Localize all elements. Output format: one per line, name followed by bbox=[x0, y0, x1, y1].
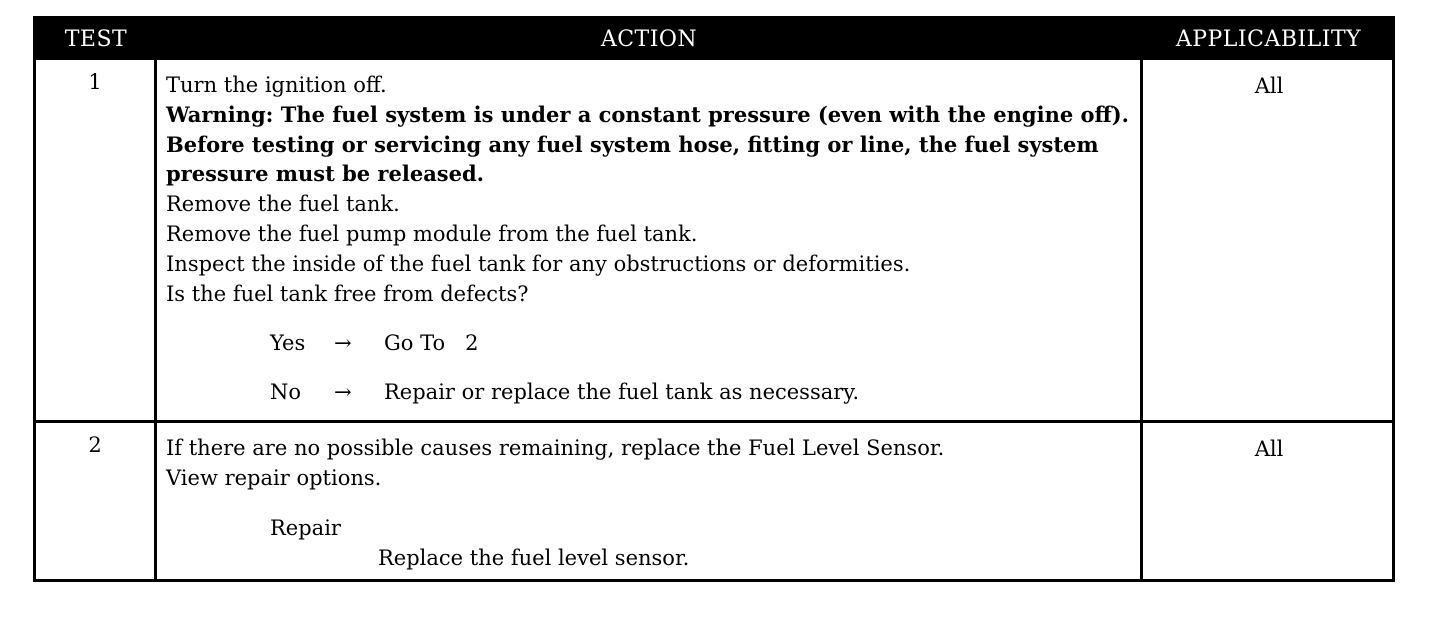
action-step: Remove the fuel pump module from the fuel tank. bbox=[166, 221, 698, 246]
choice-label: Yes bbox=[270, 330, 306, 355]
choice-result: Go To 2 bbox=[384, 330, 479, 355]
applicability-value: All bbox=[1254, 74, 1284, 98]
action-step: Remove the fuel tank. bbox=[166, 191, 400, 216]
action-cell bbox=[166, 433, 1132, 573]
arrow-right-icon: → bbox=[334, 379, 352, 404]
action-step: Inspect the inside of the fuel tank for any obstructions or deformities. bbox=[166, 251, 911, 276]
table-row bbox=[36, 60, 1392, 420]
choice-label: No bbox=[270, 379, 302, 404]
test-number: 2 bbox=[88, 433, 102, 457]
diagnostic-test-table bbox=[33, 16, 1395, 582]
view-repair-options[interactable]: View repair options. bbox=[166, 466, 382, 490]
test-number: 1 bbox=[88, 70, 102, 94]
repair-heading: Repair bbox=[270, 516, 341, 540]
choice-no[interactable] bbox=[166, 377, 1132, 407]
repair-item[interactable]: Replace the fuel level sensor. bbox=[378, 546, 690, 570]
action-question: Is the fuel tank free from defects? bbox=[166, 281, 529, 306]
warning-text: Warning: The fuel system is under a constant pressure (even with the engine off). Before testing or servicing any fuel system hose, fitting or line, the fuel system pressure must be released. bbox=[166, 102, 1129, 186]
arrow-right-icon: → bbox=[334, 330, 352, 355]
action-step: Turn the ignition off. bbox=[166, 73, 387, 97]
header-test: TEST bbox=[64, 27, 128, 52]
header-applicability: APPLICABILITY bbox=[1175, 27, 1362, 52]
action-step: If there are no possible causes remaining, replace the Fuel Level Sensor. bbox=[166, 436, 945, 460]
applicability-value: All bbox=[1254, 437, 1284, 461]
header-action: ACTION bbox=[600, 27, 698, 52]
table-header bbox=[36, 19, 1392, 60]
choice-yes[interactable] bbox=[166, 328, 1132, 358]
action-cell bbox=[166, 70, 1132, 407]
choice-result: Repair or replace the fuel tank as necessary. bbox=[384, 379, 860, 404]
table-row bbox=[36, 423, 1392, 582]
